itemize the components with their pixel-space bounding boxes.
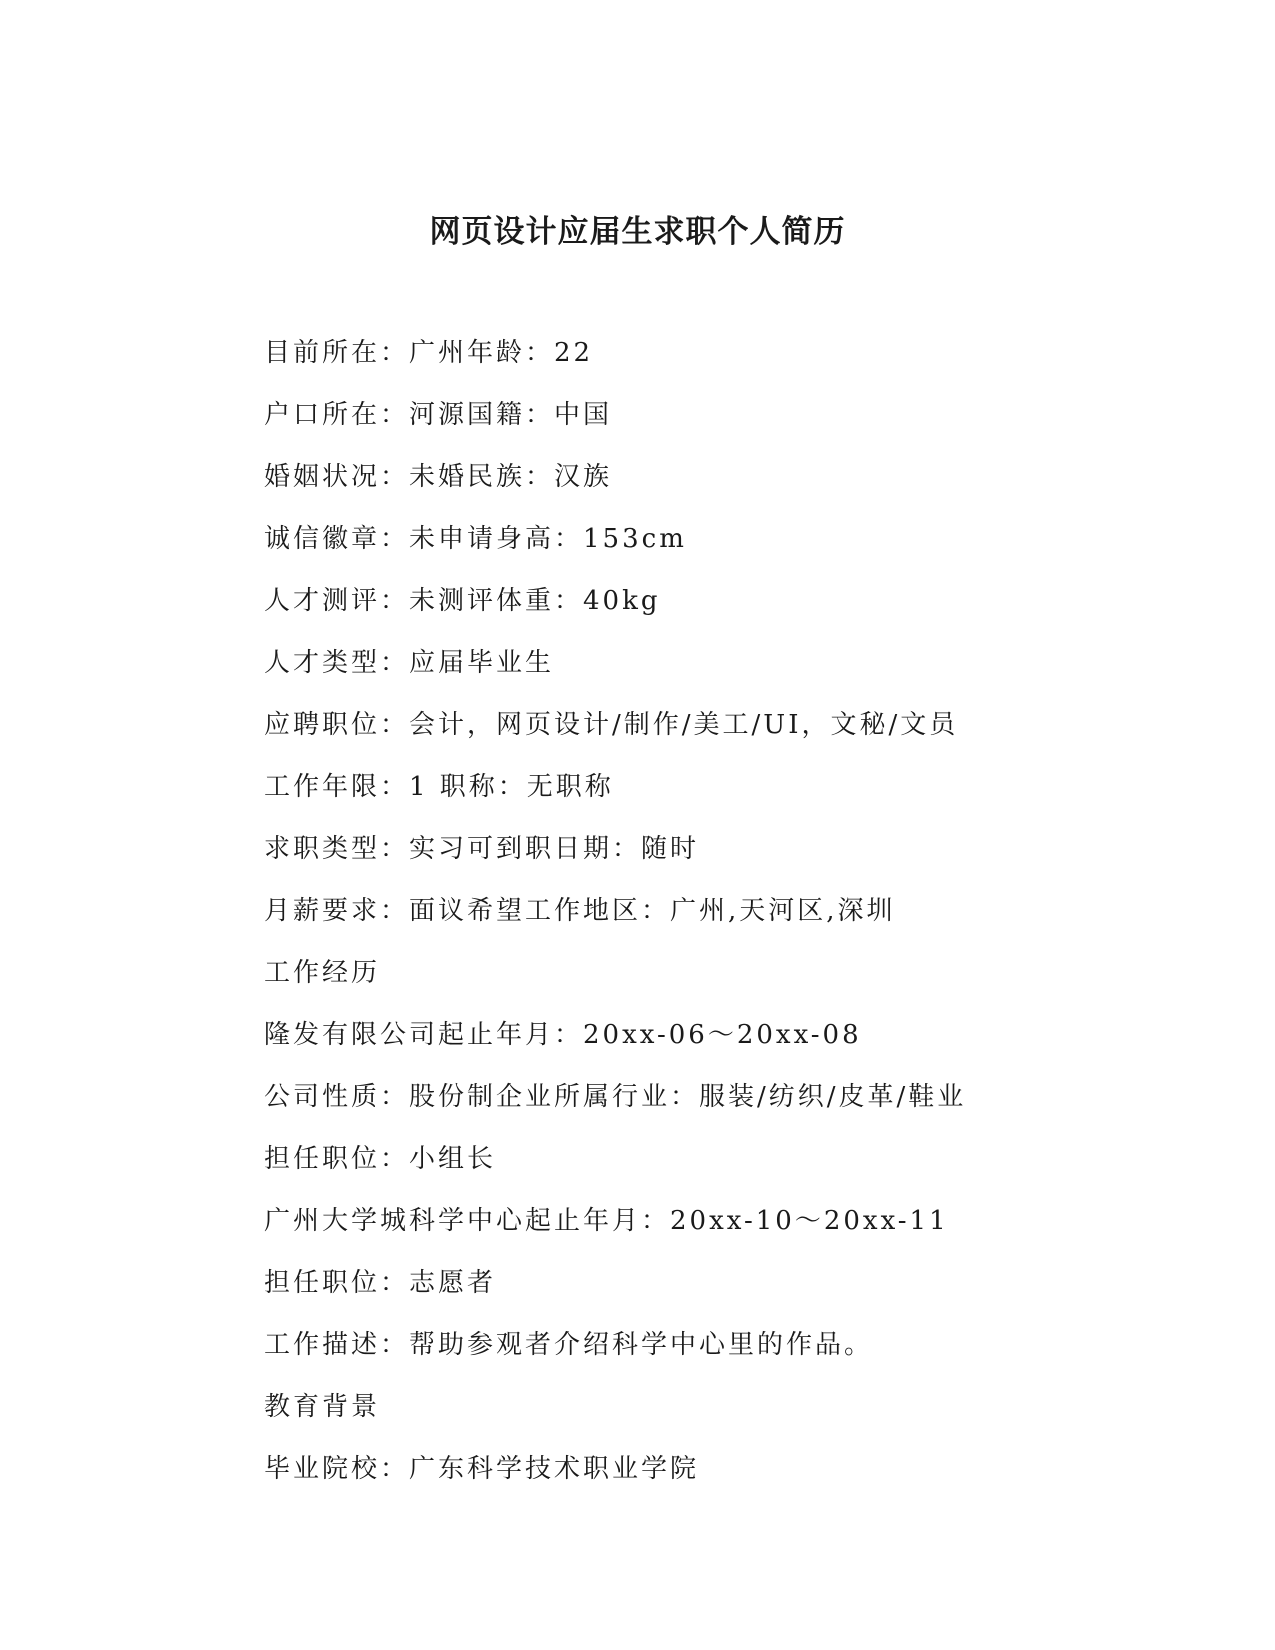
document-title: 网页设计应届生求职个人简历 bbox=[429, 214, 846, 250]
resume-line-positions: 应聘职位：会计，网页设计/制作/美工/UI，文秘/文员 bbox=[264, 710, 959, 740]
resume-line-assessment-weight: 人才测评：未测评体重：40kg bbox=[264, 586, 661, 616]
resume-line-job-type-start: 求职类型：实习可到职日期：随时 bbox=[264, 834, 700, 864]
section-heading-education: 教育背景 bbox=[264, 1392, 381, 1422]
resume-line-company-1-dates: 隆发有限公司起止年月：20xx-06～20xx-08 bbox=[264, 1020, 862, 1050]
resume-lines bbox=[264, 331, 1144, 1509]
resume-line-company-2-description: 工作描述：帮助参观者介绍科学中心里的作品。 bbox=[264, 1330, 874, 1360]
resume-line-current-location-age: 目前所在：广州年龄：22 bbox=[264, 338, 594, 368]
resume-line-company-1-nature: 公司性质：股份制企业所属行业：服装/纺织/皮革/鞋业 bbox=[264, 1082, 967, 1112]
resume-line-company-2-dates: 广州大学城科学中心起止年月：20xx-10～20xx-11 bbox=[264, 1206, 949, 1236]
resume-line-company-1-role: 担任职位：小组长 bbox=[264, 1144, 497, 1174]
resume-line-company-2-role: 担任职位：志愿者 bbox=[264, 1268, 497, 1298]
resume-line-work-years-title: 工作年限：1 职称：无职称 bbox=[264, 772, 614, 802]
resume-line-badge-height: 诚信徽章：未申请身高：153cm bbox=[264, 524, 687, 554]
resume-line-hukou-nationality: 户口所在：河源国籍：中国 bbox=[264, 400, 613, 430]
resume-line-salary-location: 月薪要求：面议希望工作地区：广州,天河区,深圳 bbox=[264, 896, 896, 926]
resume-line-school: 毕业院校：广东科学技术职业学院 bbox=[264, 1454, 700, 1484]
resume-line-talent-type: 人才类型：应届毕业生 bbox=[264, 648, 555, 678]
section-heading-work-experience: 工作经历 bbox=[264, 958, 381, 988]
resume-line-marital-ethnicity: 婚姻状况：未婚民族：汉族 bbox=[264, 462, 613, 492]
